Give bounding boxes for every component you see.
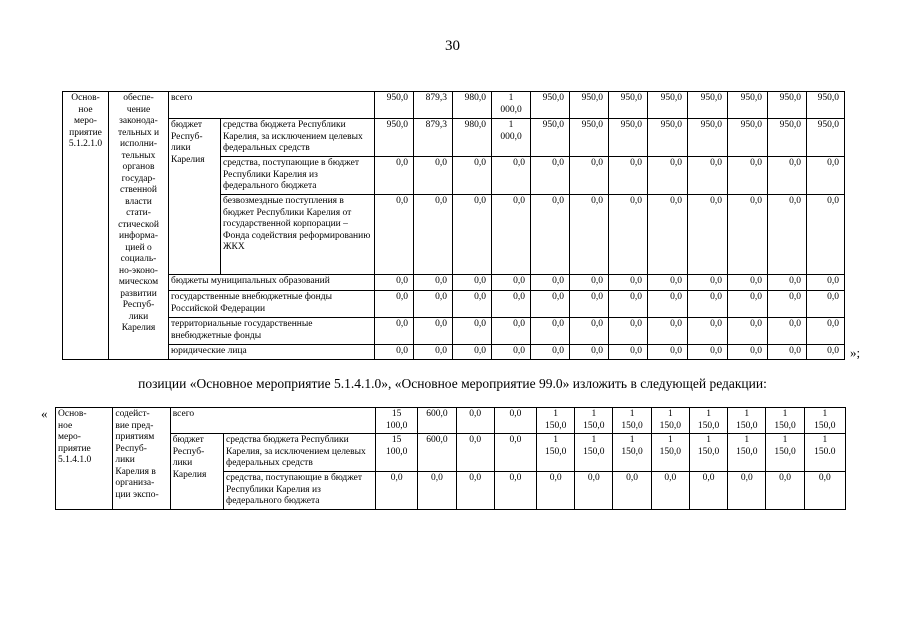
opening-quote-mark: « [41, 406, 48, 421]
value-cell: 950,0 [609, 119, 648, 157]
value-cell: 0,0 [492, 157, 531, 195]
value-cell: 0,0 [570, 318, 609, 345]
value-cell: 0,0 [609, 157, 648, 195]
value-cell: 0,0 [456, 472, 494, 510]
value-cell: 0,0 [609, 291, 648, 318]
value-cell: 0,0 [531, 157, 570, 195]
budget-group-label: бюджет Респуб- лики Карелия [169, 119, 221, 275]
value-cell: 950,0 [375, 92, 414, 119]
value-cell: 0,0 [531, 318, 570, 345]
row-label: средства бюджета Республики Карелия, за исключением целевых федеральных средств [224, 434, 376, 472]
value-cell: 0,0 [570, 275, 609, 291]
row-label: всего [169, 92, 375, 119]
funding-table-5-1-2-1-0 [62, 91, 845, 360]
value-cell: 0,0 [453, 195, 492, 275]
value-cell: 0,0 [768, 345, 807, 360]
value-cell: 980,0 [453, 119, 492, 157]
value-cell: 0,0 [414, 318, 453, 345]
value-cell: 0,0 [570, 291, 609, 318]
value-cell: 0,0 [609, 345, 648, 360]
value-cell: 1 150,0 [575, 434, 613, 472]
value-cell: 0,0 [531, 345, 570, 360]
row-label: всего [170, 408, 375, 434]
value-cell: 0,0 [375, 275, 414, 291]
value-cell: 0,0 [768, 291, 807, 318]
value-cell: 1 000,0 [492, 92, 531, 119]
table-row [63, 119, 845, 157]
value-cell: 950,0 [688, 92, 728, 119]
value-cell: 950,0 [531, 92, 570, 119]
row-label: территориальные государственные внебюджетные фонды [169, 318, 375, 345]
value-cell: 0,0 [570, 195, 609, 275]
measure-code-cell [56, 408, 113, 510]
value-cell: 1 150,0 [689, 434, 727, 472]
value-cell: 950,0 [648, 119, 688, 157]
value-cell: 0,0 [766, 472, 804, 510]
value-cell: 0,0 [531, 275, 570, 291]
value-cell: 1 150,0 [766, 434, 804, 472]
value-cell: 0,0 [492, 275, 531, 291]
value-cell: 950,0 [648, 92, 688, 119]
value-cell: 1 150.0 [804, 434, 845, 472]
row-label: средства, поступающие в бюджет Республики Карелия из федерального бюджета [221, 157, 375, 195]
value-cell: 980,0 [453, 92, 492, 119]
value-cell: 0,0 [688, 195, 728, 275]
value-cell: 600,0 [418, 434, 456, 472]
value-cell: 0,0 [689, 472, 727, 510]
value-cell: 1 150,0 [689, 408, 727, 434]
value-cell: 0,0 [768, 318, 807, 345]
value-cell: 950,0 [728, 92, 768, 119]
table-row [63, 318, 845, 345]
value-cell: 879,3 [414, 92, 453, 119]
value-cell: 950,0 [768, 119, 807, 157]
page-number: 30 [445, 38, 460, 54]
row-label: средства бюджета Республики Карелия, за исключением целевых федеральных средств [221, 119, 375, 157]
amendment-paragraph: позиции «Основное мероприятие 5.1.4.1.0», «Основное мероприятие 99.0» изложить в следующей редакции: [138, 376, 767, 391]
value-cell: 0,0 [531, 195, 570, 275]
value-cell: 1 150,0 [651, 408, 689, 434]
table-row [63, 275, 845, 291]
value-cell: 600,0 [418, 408, 456, 434]
value-cell: 0,0 [453, 291, 492, 318]
value-cell: 0,0 [728, 195, 768, 275]
value-cell: 0,0 [728, 318, 768, 345]
value-cell: 0,0 [688, 275, 728, 291]
value-cell: 0,0 [728, 472, 766, 510]
value-cell: 0,0 [375, 291, 414, 318]
table-row [63, 92, 845, 119]
value-cell: 0,0 [453, 318, 492, 345]
value-cell: 1 150,0 [537, 434, 575, 472]
measure-code: Основ- ное меро- приятие 5.1.4.1.0 [58, 409, 92, 465]
value-cell: 0,0 [414, 275, 453, 291]
row-label: юридические лица [169, 345, 375, 360]
value-cell: 879,3 [414, 119, 453, 157]
value-cell: 1 150,0 [613, 434, 651, 472]
value-cell: 0,0 [494, 472, 536, 510]
value-cell: 950,0 [807, 92, 845, 119]
value-cell: 0,0 [492, 291, 531, 318]
value-cell: 0,0 [456, 408, 494, 434]
funding-table-5-1-4-1-0 [55, 407, 846, 510]
value-cell: 0,0 [728, 345, 768, 360]
row-label: государственные внебюджетные фонды Российской Федерации [169, 291, 375, 318]
value-cell: 1 150,0 [728, 434, 766, 472]
value-cell: 0,0 [375, 195, 414, 275]
value-cell: 0,0 [609, 195, 648, 275]
value-cell: 0,0 [376, 472, 418, 510]
value-cell: 0,0 [609, 275, 648, 291]
value-cell: 1 150,0 [651, 434, 689, 472]
value-cell: 0,0 [453, 157, 492, 195]
table-row [56, 408, 846, 434]
value-cell: 0,0 [807, 318, 845, 345]
value-cell: 0,0 [492, 195, 531, 275]
value-cell: 950,0 [728, 119, 768, 157]
table-row [63, 345, 845, 360]
row-label: средства, поступающие в бюджет Республики Карелия из федерального бюджета [224, 472, 376, 510]
value-cell: 0,0 [492, 345, 531, 360]
value-cell: 0,0 [648, 291, 688, 318]
measure-name-cell [113, 408, 170, 510]
value-cell: 0,0 [768, 275, 807, 291]
value-cell: 15 100,0 [376, 434, 418, 472]
value-cell: 0,0 [414, 195, 453, 275]
row-label: бюджеты муниципальных образований [169, 275, 375, 291]
value-cell: 0,0 [807, 345, 845, 360]
closing-quote-mark: »; [850, 345, 861, 360]
value-cell: 0,0 [613, 472, 651, 510]
value-cell: 950,0 [531, 119, 570, 157]
value-cell: 0,0 [575, 472, 613, 510]
value-cell: 0,0 [688, 291, 728, 318]
value-cell: 0,0 [728, 157, 768, 195]
value-cell: 1 150,0 [613, 408, 651, 434]
value-cell: 0,0 [728, 275, 768, 291]
value-cell: 0,0 [453, 345, 492, 360]
value-cell: 1 150,0 [728, 408, 766, 434]
value-cell: 0,0 [807, 291, 845, 318]
value-cell: 0,0 [570, 345, 609, 360]
value-cell: 0,0 [648, 195, 688, 275]
value-cell: 0,0 [492, 318, 531, 345]
value-cell: 0,0 [648, 275, 688, 291]
value-cell: 0,0 [414, 345, 453, 360]
value-cell: 0,0 [494, 434, 536, 472]
value-cell: 0,0 [570, 157, 609, 195]
value-cell: 1 150,0 [804, 408, 845, 434]
value-cell: 0,0 [648, 318, 688, 345]
value-cell: 0,0 [609, 318, 648, 345]
value-cell: 0,0 [414, 291, 453, 318]
value-cell: 0,0 [688, 318, 728, 345]
measure-code: Основ- ное меро- приятие 5.1.2.1.0 [68, 93, 103, 149]
value-cell: 0,0 [768, 157, 807, 195]
value-cell: 0,0 [807, 195, 845, 275]
value-cell: 1 150,0 [766, 408, 804, 434]
value-cell: 0,0 [807, 157, 845, 195]
value-cell: 950,0 [570, 119, 609, 157]
measure-name-cell [109, 92, 169, 360]
value-cell: 0,0 [418, 472, 456, 510]
table-row [63, 291, 845, 318]
measure-code-cell [63, 92, 109, 360]
value-cell: 0,0 [414, 157, 453, 195]
value-cell: 0,0 [375, 318, 414, 345]
value-cell: 950,0 [807, 119, 845, 157]
value-cell: 950,0 [609, 92, 648, 119]
row-label: безвозмездные поступления в бюджет Республики Карелия от государственной корпорации – Фонда содействия реформированию ЖКХ [221, 195, 375, 275]
measure-name: обеспе- чение законода- тельных и исполни- тельных органов государ- ственной власти стати- стической информа- цией о социаль- но-эконо- мическом развитии Респуб- лики Карелия [117, 93, 160, 333]
value-cell: 0,0 [768, 195, 807, 275]
value-cell: 0,0 [728, 291, 768, 318]
value-cell: 950,0 [570, 92, 609, 119]
value-cell: 0,0 [494, 408, 536, 434]
value-cell: 0,0 [375, 345, 414, 360]
budget-group-label: бюджет Респуб- лики Карелия [170, 434, 223, 510]
value-cell: 1 150,0 [537, 408, 575, 434]
value-cell: 1 150,0 [575, 408, 613, 434]
value-cell: 950,0 [688, 119, 728, 157]
value-cell: 0,0 [648, 345, 688, 360]
value-cell: 0,0 [648, 157, 688, 195]
value-cell: 0,0 [651, 472, 689, 510]
value-cell: 1 000,0 [492, 119, 531, 157]
value-cell: 0,0 [531, 291, 570, 318]
measure-name: содейст- вие пред- приятиям Респуб- лики Карелия в организа- ции экспо- [115, 409, 159, 500]
value-cell: 0,0 [537, 472, 575, 510]
value-cell: 950,0 [375, 119, 414, 157]
value-cell: 15 100,0 [376, 408, 418, 434]
value-cell: 950,0 [768, 92, 807, 119]
value-cell: 0,0 [688, 157, 728, 195]
value-cell: 0,0 [456, 434, 494, 472]
value-cell: 0,0 [804, 472, 845, 510]
value-cell: 0,0 [375, 157, 414, 195]
value-cell: 0,0 [807, 275, 845, 291]
value-cell: 0,0 [688, 345, 728, 360]
value-cell: 0,0 [453, 275, 492, 291]
table-row [56, 434, 846, 472]
